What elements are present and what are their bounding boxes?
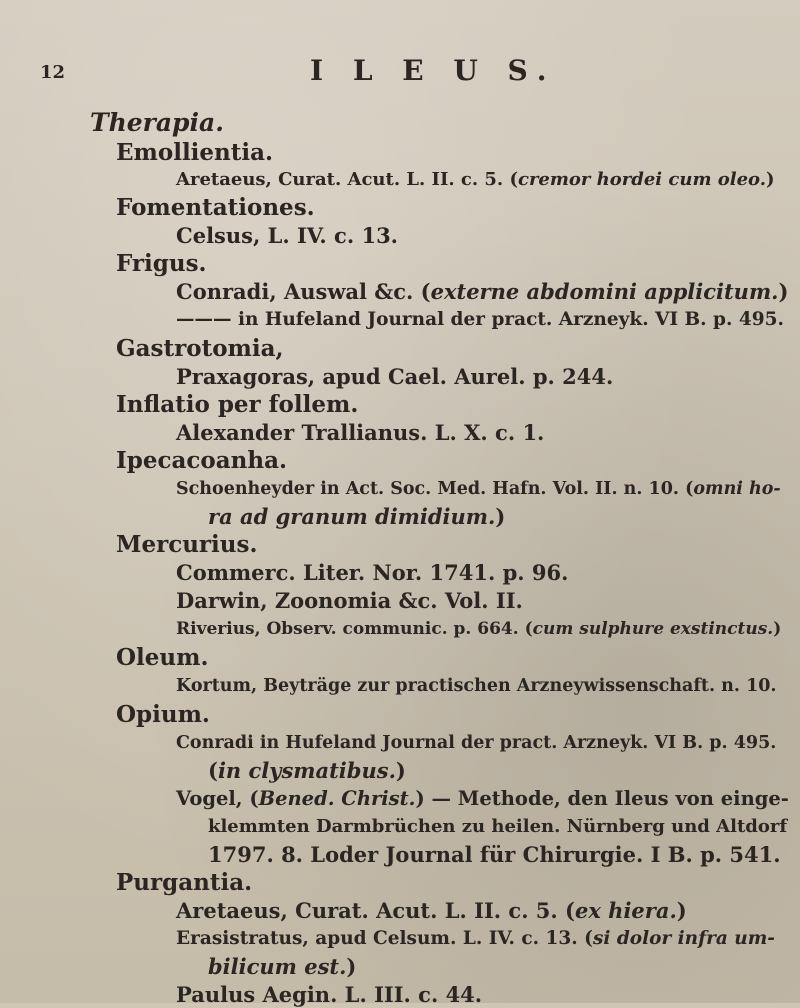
reference-line: [176, 167, 775, 193]
reference-line: [176, 982, 482, 1008]
reference-line: [208, 758, 406, 784]
reference-line: [176, 364, 613, 390]
text-span: Gastrotomia,: [116, 335, 284, 362]
text-span: ): [346, 954, 357, 979]
text-span: Inflatio per follem.: [116, 391, 359, 418]
reference-line: [176, 616, 781, 642]
section-heading: [116, 870, 252, 896]
text-span: Aretaeus, Curat. Acut. L. II. c. 5. (: [176, 169, 518, 190]
section-heading: [116, 195, 315, 221]
section-heading: [116, 251, 207, 277]
text-span: Paulus Aegin. L. III. c. 44.: [176, 982, 483, 1007]
text-span: Alexander Trallianus. L. X. c. 1.: [176, 420, 545, 445]
running-title: I L E U S.: [310, 54, 557, 87]
text-span: Commerc. Liter. Nor. 1741. p. 96.: [176, 560, 569, 585]
section-heading: [116, 702, 210, 728]
reference-line: [208, 504, 505, 530]
text-span: ): [495, 504, 506, 529]
text-span: Kortum, Beyträge zur practischen Arzneywissenschaft. n. 10.: [176, 676, 777, 696]
reference-line: [176, 420, 544, 446]
text-span: Conradi, Auswal &c. (: [176, 279, 431, 304]
text-span: Conradi in Hufeland Journal der pract. Arzneyk. VI B. p. 495.: [176, 733, 777, 753]
text-span: Celsus, L. IV. c. 13.: [176, 223, 398, 248]
text-span: ): [395, 758, 406, 783]
italic-text: cum sulphure exstinctus.: [532, 619, 774, 639]
text-span: Aretaeus, Curat. Acut. L. II. c. 5. (: [176, 898, 575, 923]
text-span: ): [766, 169, 775, 190]
reference-line: [176, 476, 781, 502]
reference-line: [176, 786, 789, 812]
text-span: Frigus.: [116, 250, 207, 277]
text-span: Riverius, Observ. communic. p. 664. (: [176, 619, 533, 639]
section-heading: [90, 110, 224, 136]
italic-text: ex hiera.: [574, 898, 677, 923]
text-span: Fomentationes.: [116, 194, 315, 221]
reference-line: [208, 842, 781, 868]
section-heading: [116, 392, 358, 418]
section-heading: [116, 532, 257, 558]
italic-text: bilicum est.: [208, 954, 347, 979]
italic-text: ra ad granum dimidium.: [208, 504, 496, 529]
text-span: Ipecacoanha.: [116, 447, 287, 474]
text-span: Schoenheyder in Act. Soc. Med. Hafn. Vol. II. n. 10. (: [176, 479, 694, 499]
text-span: Opium.: [116, 701, 210, 728]
italic-text: in clysmatibus.: [217, 758, 396, 783]
italic-text: Therapia.: [90, 108, 224, 137]
italic-text: omni ho-: [693, 479, 781, 499]
reference-line: [176, 673, 777, 699]
text-span: Darwin, Zoonomia &c. Vol. II.: [176, 588, 523, 613]
text-span: Praxagoras, apud Cael. Aurel. p. 244.: [176, 364, 614, 389]
italic-text: si dolor infra um-: [592, 928, 775, 949]
text-span: Vogel, (: [176, 787, 259, 810]
text-span: ——— in Hufeland Journal der pract. Arzneyk. VI B. p. 495.: [176, 309, 784, 330]
reference-line: [176, 730, 776, 756]
reference-line: [176, 307, 784, 333]
page-number: 12: [40, 62, 66, 83]
reference-line: [176, 898, 687, 924]
section-heading: [116, 140, 273, 166]
text-span: (: [208, 758, 218, 783]
text-span: ) — Methode, den Ileus von einge-: [415, 787, 789, 810]
reference-line: [176, 588, 523, 614]
reference-line: [176, 223, 398, 249]
section-heading: [116, 336, 284, 362]
text-span: klemmten Darmbrüchen zu heilen. Nürnberg und Altdorf: [208, 816, 788, 837]
text-span: Purgantia.: [116, 869, 253, 896]
reference-line: [176, 560, 568, 586]
section-heading: [116, 645, 208, 671]
text-span: Oleum.: [116, 644, 209, 671]
text-span: ): [676, 898, 687, 923]
text-span: Mercurius.: [116, 531, 258, 558]
italic-text: cremor hordei cum oleo.: [517, 169, 767, 190]
text-span: ): [773, 619, 782, 639]
italic-text: Bened. Christ.: [258, 787, 416, 810]
reference-line: [208, 814, 787, 840]
section-heading: [116, 448, 287, 474]
reference-line: [176, 926, 775, 952]
text-span: Emollientia.: [116, 139, 274, 166]
reference-line: [176, 279, 788, 305]
text-span: Erasistratus, apud Celsum. L. IV. c. 13. (: [176, 928, 593, 949]
text-span: ): [778, 279, 789, 304]
reference-line: [208, 954, 356, 980]
text-span: 1797. 8. Loder Journal für Chirurgie. I B. p. 541.: [208, 842, 781, 867]
italic-text: externe abdomini applicitum.: [430, 279, 779, 304]
